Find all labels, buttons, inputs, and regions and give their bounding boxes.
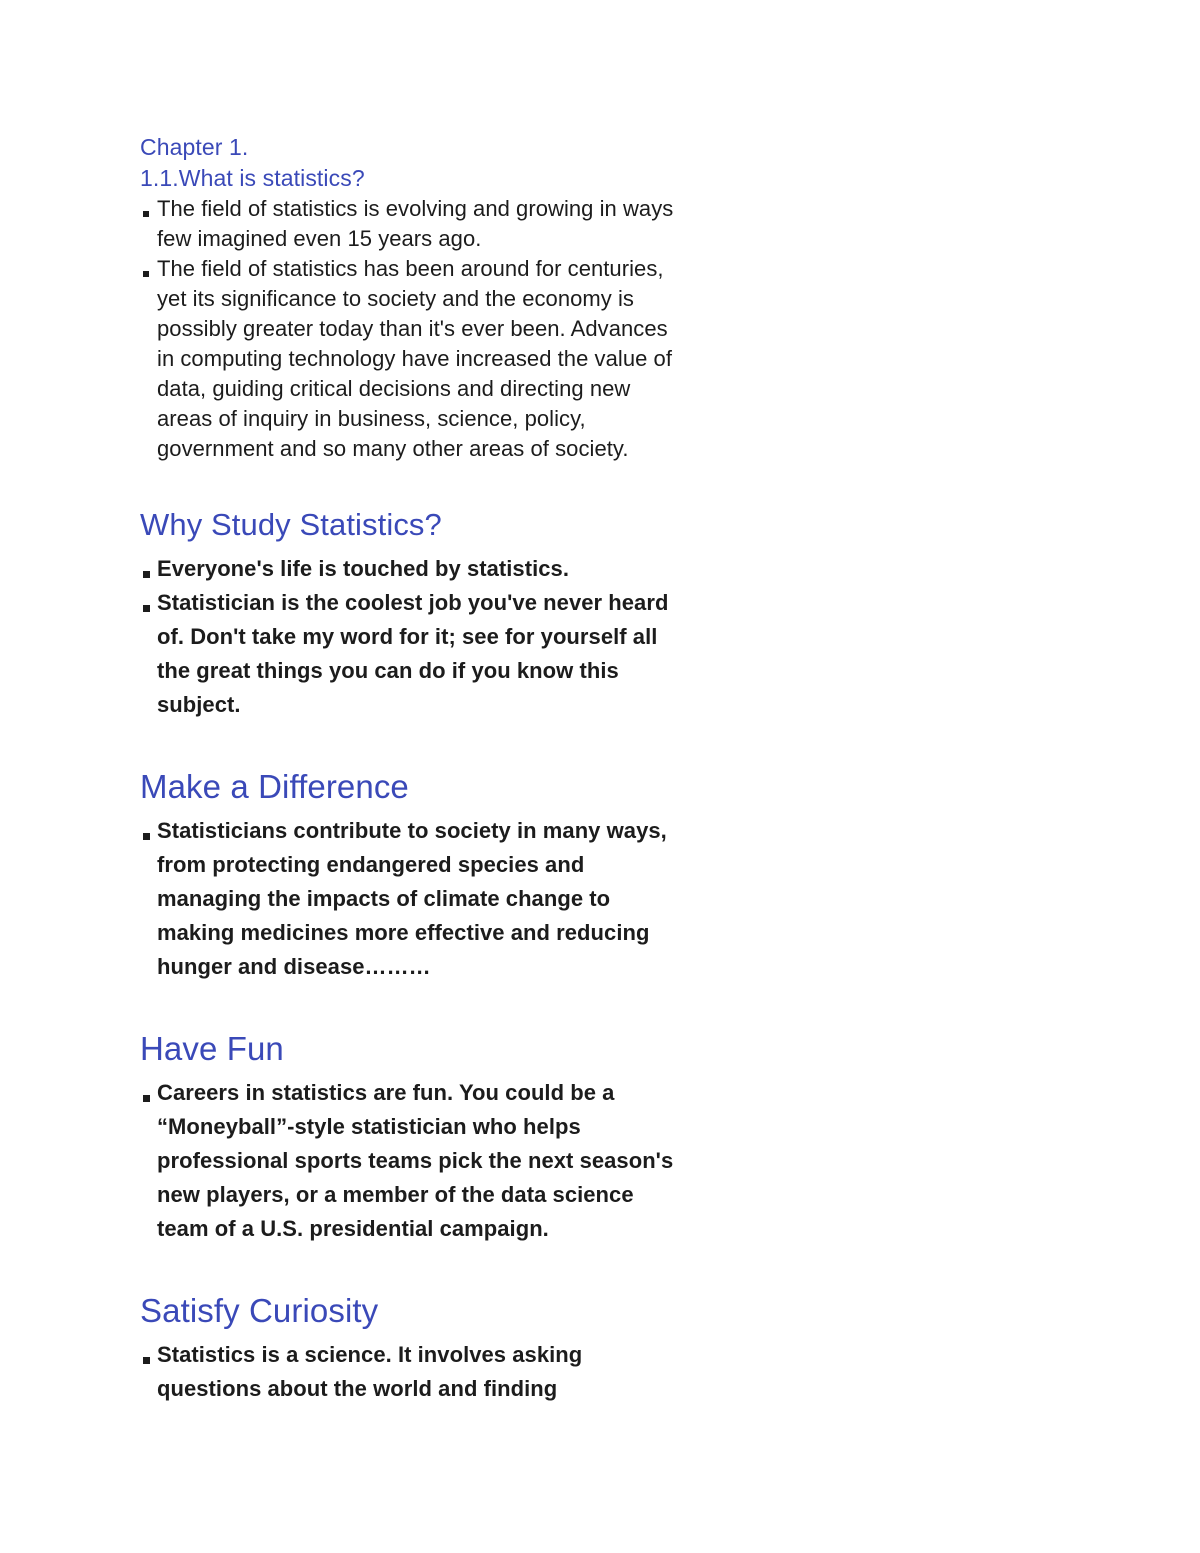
heading-make-a-difference: Make a Difference: [140, 768, 409, 805]
heading-have-fun: Have Fun: [140, 1030, 284, 1067]
fun-bullet-1: Careers in statistics are fun. You could be a “Moneyball”-style statistician who helps professional sports teams pick the next season's new players, or a member of the data science team of a U.S. presidential campaign.: [140, 1076, 680, 1246]
section-title: 1.1.What is statistics?: [140, 165, 365, 191]
make-bullet-1: Statisticians contribute to society in many ways, from protecting endangered species and managing the impacts of climate change to making medicines more effective and reducing hunger and disease………: [140, 814, 680, 984]
why-bullet-1: Everyone's life is touched by statistics.: [140, 552, 680, 586]
document-body: [140, 132, 680, 1406]
heading-satisfy-curiosity: Satisfy Curiosity: [140, 1292, 379, 1329]
intro-bullet-2: The field of statistics has been around for centuries, yet its significance to society and the economy is possibly greater today than it's ever been. Advances in computing technology have increased the value of data, guiding critical decisions and directing new areas of inquiry in business, science, policy, government and so many other areas of society.: [140, 254, 680, 464]
curiosity-bullet-1: Statistics is a science. It involves asking questions about the world and finding: [140, 1338, 680, 1406]
why-bullet-2: Statistician is the coolest job you've never heard of. Don't take my word for it; see for yourself all the great things you can do if you know this subject.: [140, 586, 680, 722]
intro-bullet-1: The field of statistics is evolving and growing in ways few imagined even 15 years ago.: [140, 194, 680, 254]
chapter-title: Chapter 1.: [140, 134, 249, 160]
heading-why-study-statistics: Why Study Statistics?: [140, 507, 442, 542]
